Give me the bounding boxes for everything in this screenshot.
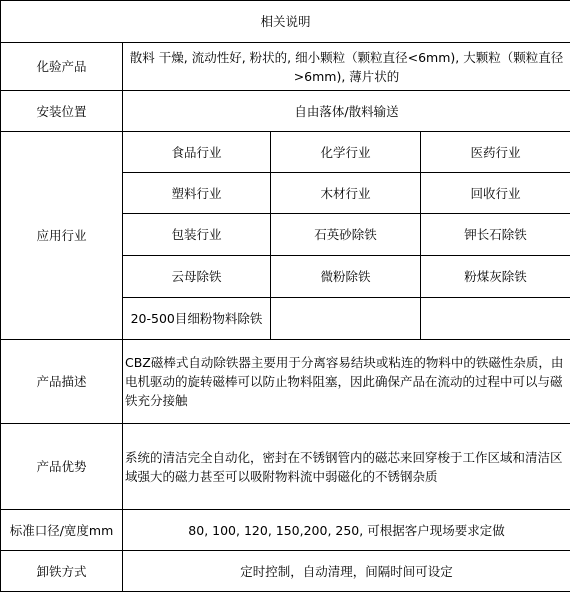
table-row (1, 340, 570, 424)
industry-cell: 木材行业 (271, 173, 421, 214)
row-label-products: 化验产品 (1, 43, 123, 91)
industry-cell: 石英砂除铁 (271, 214, 421, 256)
table-row (1, 91, 570, 132)
table-row (1, 551, 570, 592)
industry-cell: 钾长石除铁 (421, 214, 570, 256)
industry-cell: 微粉除铁 (271, 256, 421, 298)
industry-cell: 云母除铁 (123, 256, 271, 298)
row-value-products: 散料 干燥, 流动性好, 粉状的, 细小颗粒（颗粒直径<6mm), 大颗粒（颗粒直径>6mm), 薄片状的 (123, 43, 570, 91)
industry-cell: 化学行业 (271, 132, 421, 173)
row-value-advantages: 系统的清洁完全自动化，密封在不锈钢管内的磁芯来回穿梭于工作区域和清洁区域强大的磁力甚至可以吸附物料流中弱磁化的不锈钢杂质 (123, 424, 570, 510)
row-value-discharge: 定时控制，自动清理，间隔时间可设定 (123, 551, 570, 592)
industry-cell: 20-500目细粉物料除铁 (123, 298, 271, 340)
table-row (1, 43, 570, 91)
row-label-discharge: 卸铁方式 (1, 551, 123, 592)
title-row (1, 1, 570, 43)
row-label-advantages: 产品优势 (1, 424, 123, 510)
industry-cell: 塑料行业 (123, 173, 271, 214)
industry-cell: 医药行业 (421, 132, 570, 173)
row-label-description: 产品描述 (1, 340, 123, 424)
table-title: 相关说明 (1, 1, 570, 43)
row-label-caliber: 标准口径/宽度mm (1, 510, 123, 551)
row-value-installation: 自由落体/散料输送 (123, 91, 570, 132)
row-value-description: CBZ磁棒式自动除铁器主要用于分离容易结块或粘连的物料中的铁磁性杂质，由电机驱动的旋转磁棒可以防止物料阻塞，因此确保产品在流动的过程中可以与磁铁充分接触 (123, 340, 570, 424)
industry-cell: 包装行业 (123, 214, 271, 256)
industry-cell (421, 298, 570, 340)
industry-cell: 回收行业 (421, 173, 570, 214)
industry-cell (271, 298, 421, 340)
table-row (1, 510, 570, 551)
row-value-caliber: 80, 100, 120, 150,200, 250, 可根据客户现场要求定做 (123, 510, 570, 551)
industry-row (1, 132, 570, 173)
industry-cell: 食品行业 (123, 132, 271, 173)
industry-cell: 粉煤灰除铁 (421, 256, 570, 298)
table-row (1, 424, 570, 510)
row-label-installation: 安装位置 (1, 91, 123, 132)
row-label-industries: 应用行业 (1, 132, 123, 340)
